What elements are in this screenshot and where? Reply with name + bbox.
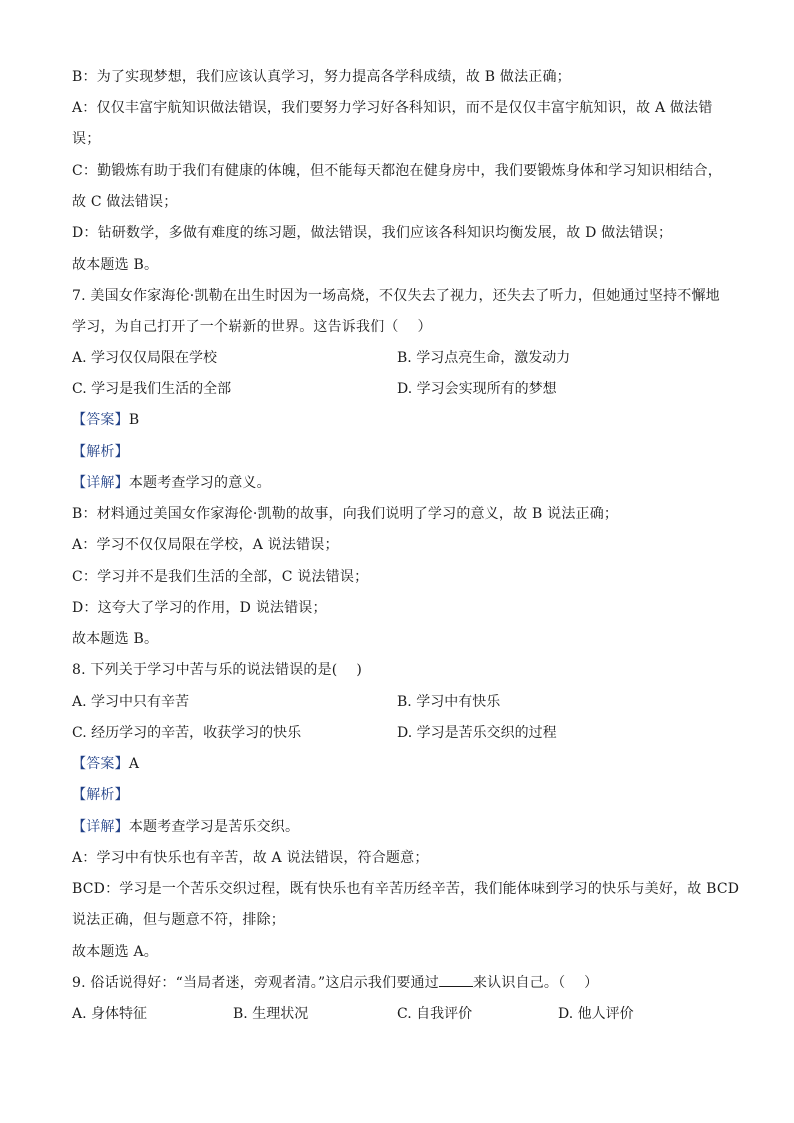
question-9-stem (72, 974, 598, 992)
q8-analysis-tag (72, 786, 129, 804)
q7-explanation-line: C：学习并不是我们生活的全部，C 说法错误； (72, 569, 369, 585)
conclusion-line: 故本题选 B。 (72, 257, 159, 273)
q9-option-d: D. 他人评价 (558, 1006, 634, 1022)
detail-text: 本题考查学习是苦乐交织。 (128, 819, 300, 835)
explanation-line: C：勤锻炼有助于我们有健康的体魄，但不能每天都泡在健身房中，我们要锻炼身体和学习知识相结合， (72, 163, 722, 179)
q8-answer-line (72, 755, 139, 773)
fill-blank (439, 974, 473, 987)
explanation-line: 误； (72, 131, 101, 147)
answer-value: B (128, 412, 140, 428)
q8-option-a: A. 学习中只有辛苦 (72, 694, 190, 710)
question-7-stem-cont: 学习，为自己打开了一个崭新的世界。这告诉我们（ ） (72, 319, 432, 335)
q8-option-b: B. 学习中有快乐 (397, 694, 501, 710)
q7-option-c: C. 学习是我们生活的全部 (72, 381, 232, 397)
q9-stem-part-a: 9. 俗话说得好：“当局者迷，旁观者清。”这启示我们要通过 (72, 975, 439, 991)
q9-stem-part-b: 来认识自己。（ ） (472, 975, 599, 991)
q7-explanation-line: A：学习不仅仅局限在学校，A 说法错误； (72, 537, 339, 553)
q8-conclusion: 故本题选 A。 (72, 944, 158, 960)
detail-tag: 【详解】 (72, 819, 129, 835)
explanation-line: D：钻研数学，多做有难度的练习题，做法错误，我们应该各科知识均衡发展，故 D 做法错误； (72, 225, 673, 241)
explanation-line: B：为了实现梦想，我们应该认真学习，努力提高各学科成绩，故 B 做法正确； (72, 69, 571, 85)
detail-text: 本题考查学习的意义。 (128, 475, 271, 491)
explanation-line: 故 C 做法错误； (72, 194, 178, 210)
q8-explanation-line: 说法正确，但与题意不符，排除； (72, 912, 285, 928)
answer-tag: 【答案】 (72, 412, 129, 428)
q7-option-a: A. 学习仅仅局限在学校 (72, 350, 218, 366)
q7-option-b: B. 学习点亮生命，激发动力 (397, 350, 571, 366)
q9-option-c: C. 自我评价 (397, 1006, 473, 1022)
explanation-line: A：仅仅丰富宇航知识做法错误，我们要努力学习好各科知识，而不是仅仅丰富宇航知识，故 A 做法错 (72, 100, 713, 116)
q9-option-b: B. 生理状况 (233, 1006, 309, 1022)
q7-answer-line (72, 411, 139, 429)
q7-analysis-tag (72, 443, 129, 461)
q8-explanation-line: BCD：学习是一个苦乐交织过程，既有快乐也有辛苦历经辛苦，我们能体味到学习的快乐与美好，故 BCD (72, 881, 740, 897)
detail-tag: 【详解】 (72, 475, 129, 491)
q7-explanation-line: D：这夸大了学习的作用，D 说法错误； (72, 600, 327, 616)
q7-explanation-line: B：材料通过美国女作家海伦·凯勒的故事，向我们说明了学习的意义，故 B 说法正确； (72, 506, 619, 522)
answer-value: A (128, 756, 140, 772)
question-7-stem: 7. 美国女作家海伦·凯勒在出生时因为一场高烧，不仅失去了视力，还失去了听力，但她通过坚持不懈地 (72, 288, 720, 304)
q8-option-c: C. 经历学习的辛苦，收获学习的快乐 (72, 725, 302, 741)
analysis-tag: 【解析】 (72, 787, 129, 803)
q8-option-d: D. 学习是苦乐交织的过程 (397, 725, 557, 741)
q7-conclusion: 故本题选 B。 (72, 631, 159, 647)
q8-detail-line (72, 818, 299, 836)
question-8-stem: 8. 下列关于学习中苦与乐的说法错误的是( ) (72, 662, 362, 678)
q7-detail-line (72, 474, 271, 492)
q7-option-d: D. 学习会实现所有的梦想 (397, 381, 557, 397)
answer-tag: 【答案】 (72, 756, 129, 772)
analysis-tag: 【解析】 (72, 444, 129, 460)
q9-option-a: A. 身体特征 (72, 1006, 148, 1022)
q8-explanation-line: A：学习中有快乐也有辛苦，故 A 说法错误，符合题意； (72, 850, 429, 866)
